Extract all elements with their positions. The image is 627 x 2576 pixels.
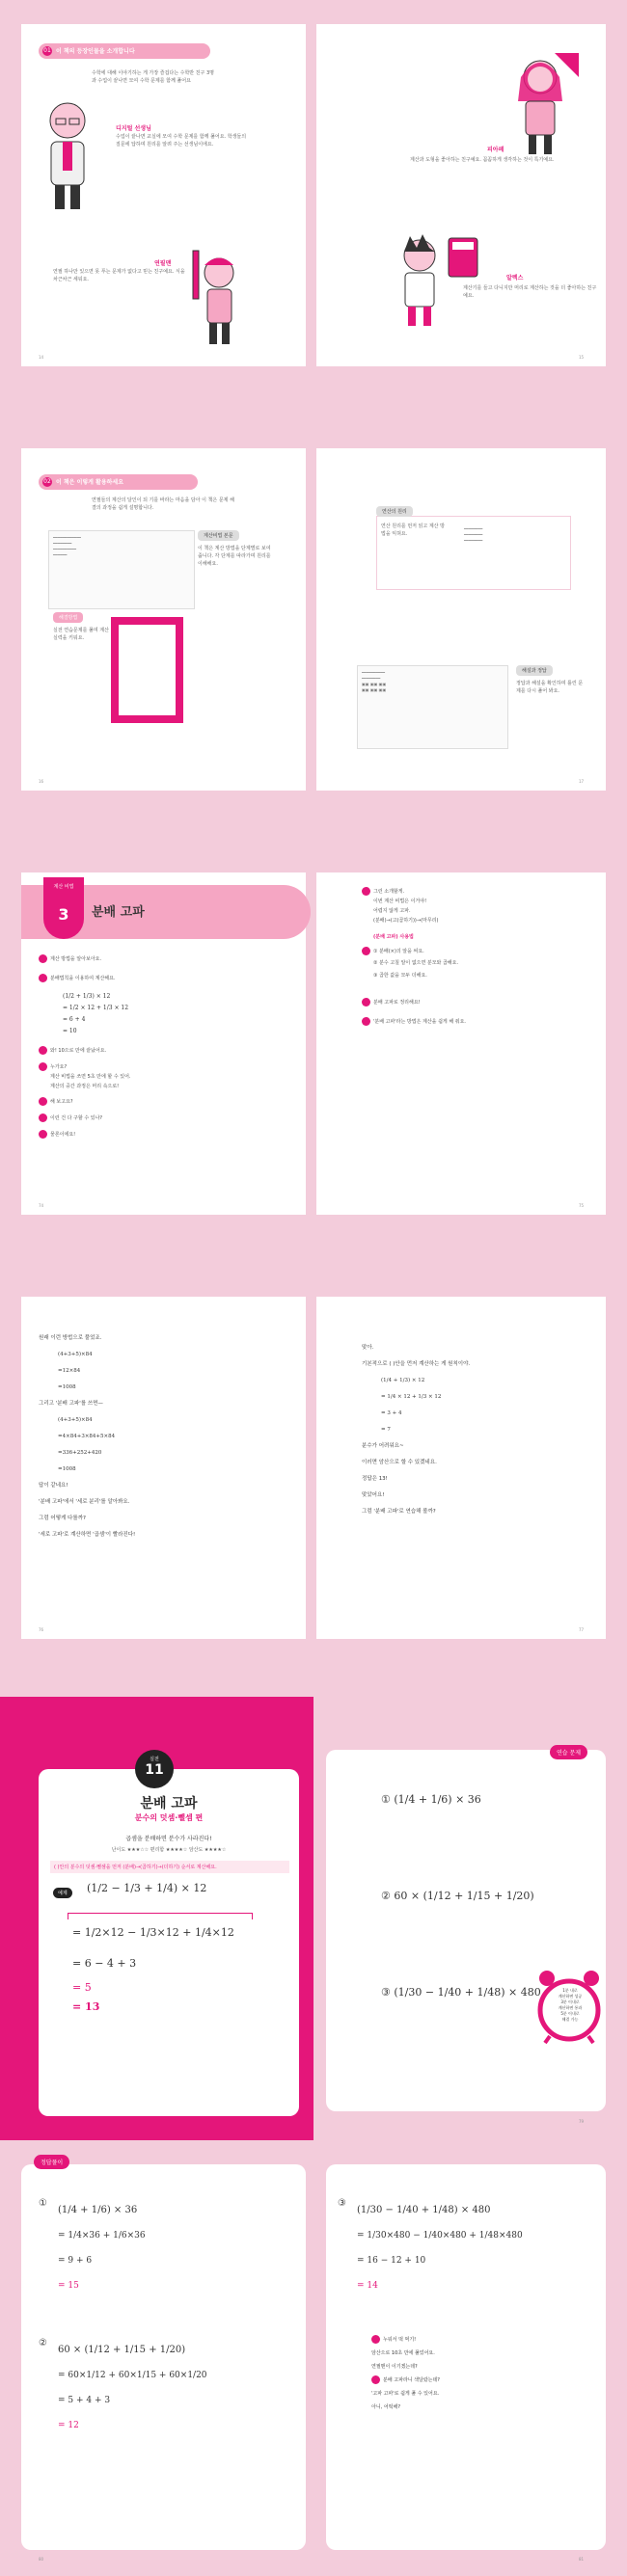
spread-practice — [0, 1697, 627, 2140]
dialog-line: 기본적으로 ( )안을 먼저 계산하는 게 원칙이야. — [362, 1361, 471, 1367]
dialog-line: '세로 고파'로 계산하면 '곱셈'이 빨라진다! — [39, 1532, 136, 1538]
answer-result: = 14 — [357, 2281, 378, 2291]
math-line: =336+252+420 — [58, 1450, 102, 1456]
page-number-left: 80 — [39, 2557, 44, 2562]
problem-1: ① (1/4 + 1/6) × 36 — [381, 1793, 481, 1806]
answer-result: = 12 — [58, 2421, 79, 2430]
pencil-face-icon — [371, 2335, 380, 2344]
dialog-line: 그럼 어떻게 다를까? — [39, 1516, 86, 1521]
math-line: = 7 — [381, 1427, 391, 1433]
teacher-desc: 수업이 끝나면 교실에 모여 수학 문제를 함께 풀어요. 학생들의 질문에 답하며 원리를 알려 주는 선생님이에요. — [116, 134, 247, 148]
page-number-right: 79 — [579, 2119, 585, 2124]
page-number-right: 81 — [579, 2557, 585, 2562]
dialog-line: 아니, 어떡해? — [371, 2404, 400, 2410]
clock-text-line: 해결 가능 — [561, 2017, 579, 2022]
answer-step: = 9 + 6 — [58, 2256, 93, 2266]
answer-dialog — [371, 2333, 564, 2414]
page-number-left: 16 — [39, 779, 44, 784]
dialog-line: 어렵지 않게 고파. — [373, 908, 411, 914]
girl-face-icon — [39, 1097, 47, 1106]
teacher-face-icon — [362, 998, 370, 1006]
section-number: 01 — [43, 47, 51, 54]
dialog-line: 원래 이런 방법으로 풀었죠. — [39, 1335, 102, 1341]
example-step: = 5 — [72, 1981, 92, 1994]
lesson-badge — [43, 877, 84, 939]
dialog-line: 이런 건 다 구할 수 있나? — [39, 1114, 102, 1123]
dialog-line: 이러면 암산으로 할 수 있겠네요. — [362, 1460, 437, 1465]
answer-number: ③ — [338, 2198, 346, 2209]
dialog-line: 누워서 떡 먹기! — [371, 2333, 564, 2347]
page-number-right: 75 — [579, 1203, 585, 1208]
usage-step: ① 분배(×)의 알을 써요. — [362, 947, 424, 956]
spread-answers — [0, 2140, 627, 2576]
example-step: = 6 − 4 + 3 — [72, 1957, 137, 1970]
answer-2 — [39, 2338, 207, 2438]
mockup-pink-page — [111, 617, 183, 723]
teacher-face-icon — [39, 1130, 47, 1139]
math-line: = 1/4 × 12 + 1/3 × 12 — [381, 1394, 442, 1400]
rule-box: ( )안의 분수의 덧셈·뺄셈을 먼저 (분배)→(곱하기)→(더하기) 순서로 계산해요. — [50, 1861, 289, 1873]
girl-name: 피아페 — [487, 147, 504, 153]
page-number-right: 77 — [579, 1627, 585, 1632]
answer-step: (1/4 + 1/6) × 36 — [58, 2205, 138, 2215]
dialog-line: 계산 방법을 알아보아요. — [39, 954, 289, 964]
dialog-line: 누가요? — [39, 1062, 67, 1072]
lesson-subtitle: 분수의 덧셈·뺄셈 편 — [134, 1813, 204, 1822]
lesson-badge-number: 3 — [58, 905, 69, 924]
answer-result: = 15 — [58, 2281, 79, 2291]
dialog-line: 그런 소개할게. — [362, 887, 404, 897]
page-number-left: 76 — [39, 1627, 44, 1632]
desc-1: 이 책은 계산 방법을 단계별로 보여 줍니다. 각 단계를 따라가며 원리를 이해해요. — [198, 546, 271, 567]
dialog-line: 계산 비법을 쓰면 5초 만에 할 수 있어. — [50, 1074, 131, 1080]
example-expression: (1/2 − 1/3 + 1/4) × 12 — [87, 1882, 207, 1894]
math-line: =12×84 — [58, 1368, 81, 1374]
teacher-name: 디지털 선생님 — [116, 125, 151, 132]
girl-face-icon — [39, 974, 47, 982]
answer-step: = 1/30×480 − 1/40×480 + 1/48×480 — [357, 2231, 523, 2241]
desc-2: 연산 원리를 먼저 읽고 계산 방법을 익혀요. — [381, 523, 445, 537]
pencil-boy-illustration — [188, 246, 246, 352]
lesson-badge-top: 계산 비법 — [53, 884, 74, 890]
example-answer: = 13 — [72, 2000, 100, 2013]
answer-step: = 5 + 4 + 3 — [58, 2396, 111, 2405]
math-line: =1008 — [58, 1384, 76, 1390]
intro-text: 연필들의 계산의 달인이 되 기를 바라는 마음을 담아 이 책은 문제 해결의 과정을 쉽게 설명합니다. — [92, 497, 234, 511]
dialog-line: 물론이에요! — [39, 1130, 75, 1140]
dialog-line: 연필맨이 이기겠는데? — [371, 2364, 418, 2370]
intro-text: 수학에 대해 이야기하는 게 가장 즐겁다는 수학반 친구 3명과 수업이 끝나면 모여 수학 문제를 함께 풀어요 — [92, 70, 214, 84]
answer-step: (1/30 − 1/40 + 1/48) × 480 — [357, 2205, 491, 2215]
math-line: = 6 + 4 — [63, 1016, 86, 1023]
dialog-line: 분배 고파로 정리해요! — [362, 998, 421, 1007]
mockup-tag-2: 해결방법 — [53, 612, 83, 623]
spread-lesson-intro — [0, 848, 627, 1273]
page-75 — [316, 872, 606, 1215]
clock-text-line: 3분 이내로 — [560, 1999, 580, 2004]
math-line: (1/2 + 1/3) × 12 — [63, 993, 111, 1000]
practice-label: 연습 문제 — [550, 1745, 587, 1759]
dialog-line: 이번 계산 비법은 이거야! — [373, 899, 427, 904]
example-step: = 1/2×12 − 1/3×12 + 1/4×12 — [72, 1926, 234, 1939]
alex-desc: 계산기를 들고 다니지만 머리로 계산하는 것을 더 좋아하는 친구예요. — [463, 285, 597, 299]
clock-text-line: 계산하면 성공 — [558, 1994, 583, 1999]
teacher-face-icon — [371, 2375, 380, 2384]
problem-2: ② 60 × (1/12 + 1/15 + 1/20) — [381, 1890, 534, 1902]
usage-step: ③ 곱한 값을 모두 더해요. — [373, 973, 427, 979]
mockup-tag-3: 연산의 원리 — [376, 506, 413, 517]
alex-name: 알렉스 — [506, 275, 524, 282]
dialog-line: 분배 고파라니 색달랐는데? — [371, 2374, 564, 2387]
math-line: =1008 — [58, 1466, 76, 1472]
right-column — [362, 1340, 584, 1520]
math-line: (4+3+5)×84 — [58, 1417, 93, 1423]
math-line: = 3 + 4 — [381, 1410, 402, 1416]
clock-text — [548, 1988, 592, 2023]
pencil-name: 연필맨 — [154, 260, 172, 267]
dialog-line: 해 보고요? — [39, 1097, 73, 1107]
lesson-tagline: 곱셈을 분배하면 분수가 사라진다! — [125, 1836, 212, 1842]
spread-characters — [0, 0, 627, 424]
usage-heading: (분배 고파) 사용법 — [373, 934, 414, 940]
teacher-illustration — [34, 92, 101, 217]
spread-lesson-explain — [0, 1273, 627, 1697]
answer-step: 60 × (1/12 + 1/15 + 1/20) — [58, 2345, 186, 2355]
lesson-label: 실전 — [150, 1757, 159, 1762]
math-line: = 1/2 × 12 + 1/3 × 12 — [63, 1005, 129, 1011]
clock-text-line: 계산하면 통과 — [558, 2005, 583, 2010]
mockup-right-bottom: ━━━━━━━━━━ ━━━━━━━━ ▣▣ ▣▣ ▣▣ ▣▣ ▣▣ ▣▣ — [357, 665, 508, 749]
example-label: 예제 — [53, 1888, 72, 1898]
section-title: 이 책의 등장인물을 소개합니다 — [56, 48, 135, 55]
left-column — [39, 1330, 289, 1543]
dialog-line: 정답은 13! — [362, 1476, 388, 1482]
desc-4: 정답과 해설을 확인하며 틀린 문제를 다시 풀어 봐요. — [516, 681, 584, 694]
clock-text-line: 5분 이내로 — [560, 2011, 580, 2016]
dialog-line: 암산으로 10초 만에 풀었어요. — [371, 2350, 435, 2356]
page-number-right: 15 — [579, 355, 585, 360]
answer-number: ② — [39, 2338, 47, 2348]
page-number-left: 74 — [39, 1203, 44, 1208]
dialog-line: '분배 고파'라는 방법은 계산을 쉽게 해 줘요. — [362, 1017, 466, 1027]
section-header — [39, 474, 198, 490]
math-line: (1/4 + 1/3) × 12 — [381, 1378, 425, 1383]
teacher-face-icon — [39, 954, 47, 963]
mockup-tag-1: 계산비법 본문 — [198, 530, 239, 541]
section-title: 이 책은 이렇게 활용하세요 — [56, 479, 124, 486]
clock-text-line: 1분 내로 — [562, 1988, 578, 1993]
mockup-tag-4: 해설과 정답 — [516, 665, 553, 676]
answer-number: ① — [39, 2198, 47, 2209]
lesson-title: 분배 고파 — [140, 1796, 198, 1811]
answer-step: = 1/4×36 + 1/6×36 — [58, 2231, 146, 2241]
section-header — [39, 43, 210, 59]
dialog-line: 분배법칙을 이용하여 계산해요. — [39, 974, 289, 983]
dialog-line: '분배 고파'에서 '세로 분리'를 알아봐요. — [39, 1499, 130, 1505]
math-line: (4+3+5)×84 — [58, 1352, 93, 1357]
alex-illustration — [386, 227, 482, 333]
difficulty-row: 난이도 ★★★☆☆ 편리함 ★★★★☆ 암산도 ★★★★☆ — [111, 1847, 227, 1853]
page-number-right: 17 — [579, 779, 585, 784]
pencil-face-icon — [362, 1017, 370, 1026]
dialog-line: 그리고 '분배 고파'를 쓰면— — [39, 1401, 103, 1407]
lesson-number: 11 — [145, 1762, 164, 1778]
answer-3 — [338, 2198, 523, 2298]
girl-illustration — [506, 48, 584, 164]
dialog-line: 와! 10으로 만에 끝났어요. — [39, 1046, 106, 1056]
usage-step: ② 분수 고칠 알이 없으면 분모와 곱해요. — [373, 960, 459, 966]
example-pink-bracket — [68, 1913, 253, 1919]
lesson-title: 분배 고파 — [92, 905, 145, 920]
dialog-line: (분배)→(고(곱하기))→(마무리) — [373, 918, 439, 924]
mockup-left: ━━━━━━━━━━━━ ━━━━━━━━ ━━━━━━━━━━ ━━━━━━ — [48, 530, 195, 609]
dialog-line: 맞아. — [362, 1345, 374, 1351]
math-line: =4×84+3×84+5×84 — [58, 1434, 116, 1439]
answer-step: = 60×1/12 + 60×1/15 + 60×1/20 — [58, 2371, 207, 2380]
girl-desc: 계산과 도형을 좋아하는 친구예요. 꼼꼼하게 생각하는 것이 특기예요. — [410, 157, 555, 163]
dialog-line: 맞았어요! — [362, 1492, 385, 1498]
answer-1 — [39, 2198, 146, 2298]
answer-step: = 16 − 12 + 10 — [357, 2256, 426, 2266]
teacher-face-icon — [362, 887, 370, 896]
lesson-circle — [135, 1750, 174, 1788]
pencil-desc: 연필 하나만 있으면 못 푸는 문제가 없다고 믿는 친구예요. 식을 차근차근 세워요. — [53, 269, 185, 282]
teacher-face-icon — [39, 1062, 47, 1071]
girl-face-icon — [362, 947, 370, 955]
section-number: 02 — [43, 478, 51, 485]
page-number-left: 14 — [39, 355, 44, 360]
dialog-line: 계산의 중간 과정은 머리 속으로! — [50, 1084, 120, 1089]
dialog-line: 그럼 '분배 고파'로 연습해 볼까? — [362, 1509, 436, 1515]
alex-face-icon — [39, 1114, 47, 1122]
pencil-face-icon — [39, 1046, 47, 1055]
dialog-line: 분수가 어려워요~ — [362, 1443, 404, 1449]
desc-3: 실전 연습문제를 풀며 계산 실력을 키워요. — [53, 628, 109, 641]
answers-label: 정답풀이 — [34, 2155, 69, 2169]
problem-3: ③ (1/30 − 1/40 + 1/48) × 480 — [381, 1986, 541, 1999]
mockup-right-top: ━━━━━━━━ ━━━━━━━━ ━━━━━━━━ — [376, 516, 571, 590]
dialog-line: 답이 같네요! — [39, 1483, 68, 1489]
math-line: = 10 — [63, 1028, 77, 1034]
dialog-line: '고파 고파'로 쉽게 풀 수 있어요. — [371, 2391, 440, 2397]
spread-howto — [0, 424, 627, 848]
